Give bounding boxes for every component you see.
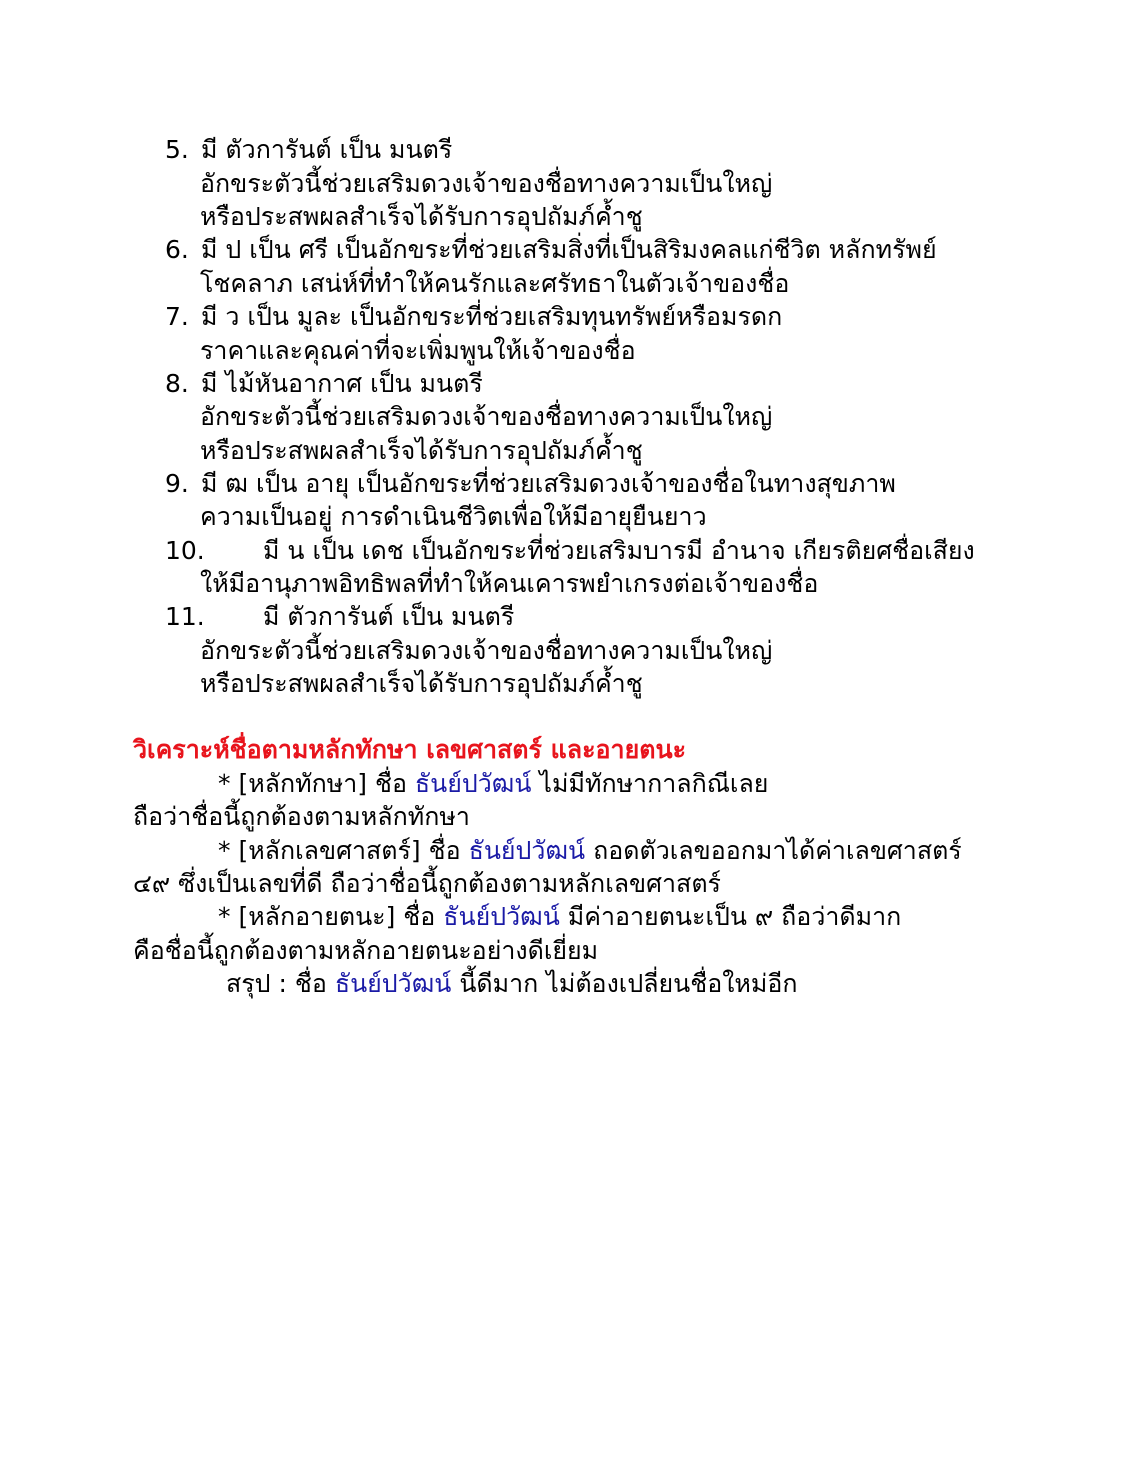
list-item bbox=[165, 600, 514, 634]
list-line: มี ว เป็น มูละ เป็นอักขระที่ช่วยเสริมทุนทรัพย์หรือมรดก bbox=[201, 302, 783, 331]
analysis-line bbox=[218, 767, 768, 801]
analyzed-name: ธันย์ปวัฒน์ bbox=[334, 969, 452, 998]
analysis-line: ๔๙ ซึ่งเป็นเลขที่ดี ถือว่าชื่อนี้ถูกต้องตามหลักเลขศาสตร์ bbox=[133, 869, 721, 898]
analysis-text: ถอดตัวเลขออกมาได้ค่าเลขศาสตร์ bbox=[585, 836, 962, 865]
analysis-text: ไม่มีทักษากาลกิณีเลย bbox=[531, 769, 769, 798]
section-heading: วิเคราะห์ชื่อตามหลักทักษา เลขศาสตร์ และอายตนะ bbox=[133, 735, 686, 764]
summary-line bbox=[226, 967, 798, 1001]
summary-text: นี้ดีมาก ไม่ต้องเปลี่ยนชื่อใหม่อีก bbox=[451, 969, 798, 998]
analysis-line: ถือว่าชื่อนี้ถูกต้องตามหลักทักษา bbox=[133, 802, 470, 831]
list-line: ความเป็นอยู่ การดำเนินชีวิตเพื่อให้มีอายุยืนยาว bbox=[200, 502, 707, 531]
analysis-text: มีค่าอายตนะเป็น ๙ ถือว่าดีมาก bbox=[559, 902, 902, 931]
list-number: 11. bbox=[165, 602, 205, 631]
list-line: ราคาและคุณค่าที่จะเพิ่มพูนให้เจ้าของชื่อ bbox=[200, 336, 636, 365]
analysis-line bbox=[218, 834, 962, 868]
list-line: อักขระตัวนี้ช่วยเสริมดวงเจ้าของชื่อทางความเป็นใหญ่ bbox=[200, 636, 773, 665]
list-line: หรือประสพผลสำเร็จได้รับการอุปถัมภ์ค้ำชู bbox=[200, 202, 643, 231]
list-line: อักขระตัวนี้ช่วยเสริมดวงเจ้าของชื่อทางความเป็นใหญ่ bbox=[200, 169, 773, 198]
list-number: 8. bbox=[165, 369, 189, 398]
list-line: มี ฒ เป็น อายุ เป็นอักขระที่ช่วยเสริมดวงเจ้าของชื่อในทางสุขภาพ bbox=[201, 469, 896, 498]
list-number: 9. bbox=[165, 469, 189, 498]
list-item bbox=[165, 133, 452, 167]
summary-text: สรุป : ชื่อ bbox=[226, 969, 335, 998]
list-line: มี ไม้หันอากาศ เป็น มนตรี bbox=[201, 369, 483, 398]
list-line: หรือประสพผลสำเร็จได้รับการอุปถัมภ์ค้ำชู bbox=[200, 669, 643, 698]
list-line: มี น เป็น เดช เป็นอักขระที่ช่วยเสริมบารมี อำนาจ เกียรติยศชื่อเสียง bbox=[263, 536, 975, 565]
analysis-line bbox=[218, 900, 901, 934]
list-number: 7. bbox=[165, 302, 189, 331]
list-line: มี ตัวการันต์ เป็น มนตรี bbox=[263, 602, 515, 631]
analysis-line: คือชื่อนี้ถูกต้องตามหลักอายตนะอย่างดีเยี่ยม bbox=[133, 936, 599, 965]
analysis-text: * [หลักเลขศาสตร์] ชื่อ bbox=[218, 836, 469, 865]
analysis-text: * [หลักอายตนะ] ชื่อ bbox=[218, 902, 444, 931]
list-item bbox=[165, 367, 483, 401]
analyzed-name: ธันย์ปวัฒน์ bbox=[468, 836, 586, 865]
analysis-text: * [หลักทักษา] ชื่อ bbox=[218, 769, 415, 798]
list-line: หรือประสพผลสำเร็จได้รับการอุปถัมภ์ค้ำชู bbox=[200, 436, 643, 465]
list-item bbox=[165, 233, 937, 267]
list-item bbox=[165, 300, 782, 334]
list-number: 10. bbox=[165, 536, 205, 565]
list-line: อักขระตัวนี้ช่วยเสริมดวงเจ้าของชื่อทางความเป็นใหญ่ bbox=[200, 402, 773, 431]
list-line: มี ตัวการันต์ เป็น มนตรี bbox=[201, 135, 453, 164]
analyzed-name: ธันย์ปวัฒน์ bbox=[414, 769, 532, 798]
analyzed-name: ธันย์ปวัฒน์ bbox=[443, 902, 560, 931]
list-item bbox=[165, 534, 975, 568]
list-line: ให้มีอานุภาพอิทธิพลที่ทำให้คนเคารพยำเกรงต่อเจ้าของชื่อ bbox=[200, 569, 819, 598]
list-number: 5. bbox=[165, 135, 189, 164]
list-item bbox=[165, 467, 896, 501]
list-line: มี ป เป็น ศรี เป็นอักขระที่ช่วยเสริมสิ่งที่เป็นสิริมงคลแก่ชีวิต หลักทรัพย์ bbox=[201, 235, 937, 264]
list-line: โชคลาภ เสน่ห์ที่ทำให้คนรักและศรัทธาในตัวเจ้าของชื่อ bbox=[200, 269, 790, 298]
list-number: 6. bbox=[165, 235, 189, 264]
